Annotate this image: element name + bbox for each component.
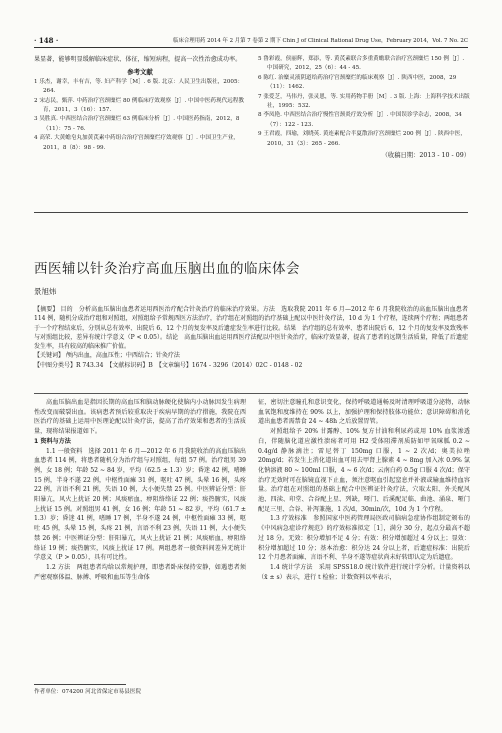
keywords: 【关键词】 颅内出血，高血压性；中西结合；针灸疗法: [34, 352, 180, 360]
section-heading: 1 资料与方法: [34, 437, 71, 445]
reference-item: 1 乐杰，谢幸，丰有吉，等. 妇产科学［M］. 6 版. 北京：人民卫生出版社，2005：264.: [34, 78, 244, 95]
article-title: 西医辅以针灸治疗高血压脑出血的临床体会: [34, 261, 300, 277]
journal-running-head: 临床合理用药 2014 年 2 月第 7 卷第 2 期下 Chin J of Clinical Rational Drug Use，February 2014，Vol. 7 No. 2C: [173, 38, 468, 44]
article-left-column: [34, 398, 246, 582]
reference-item: 6 陈红. 治糜灵液阴道给药治疗宫颈糜烂的临床观察［J］. 陕西中医，2008，29（11）：1462.: [258, 74, 457, 91]
reference-item: 2 宋志民，甄萍. 中药治疗宫颈糜烂 80 例临床疗效观察［J］. 中国中医药现代远程教育，2011，3（16）：157.: [34, 97, 244, 113]
article-separator: [34, 212, 468, 213]
reference-item: 3 吴胜真. 中西医结合治疗宫颈糜烂 63 例临床分析［J］. 中国医药指南，2012，8（11）：75 - 76.: [34, 116, 240, 132]
received-date: （收稿日期：2013 - 10 - 09）: [381, 152, 470, 160]
general-data-paragraph: 1.1 一般资料 选择 2011 年 6 月—2012 年 6 月我院收治的高血压脑出血患者 114 例，将患者随机分为治疗组与对照组，每组 57 例。治疗组男 39 例，女 18 例；年龄 52 ~ 84 岁，平均（62.5 ± 1.3）岁；昏迷 42 例，嗜睡 15 例，半身不遂 22 例，中枢性面瘫 31 例，呕吐 47 例，头晕 16 例，头疼 22 例，言语不利 21 例，失语 10 例，大小便失禁 25 例。中医辨证分型：肝阳暴亢，风火上扰证 20 例；风痰瘀血，痹阻络络证 22 例；痰热腑实，风痰上扰证 15 例。对照组男 41 例，女 16 例；年龄 51 ~ 82 岁，平均（61.7 ± 1.3）岁；昏迷 41 例，嗜睡 17 例，半身不遂 24 例，中枢性面瘫 33 例，呕吐 45 例，头晕 15 例，头疼 21 例，言语不利 23 例，失语 11 例，大小便失禁 26 例；中医辨证分型：肝阳暴亢，风火上扰证 21 例；风痰瘀血，痹阻络络证 19 例；痰热腑实，风痰上扰证 17 例。两组患者一般资料间差异无统计学意义（P > 0.05），具有可比性。: [34, 447, 246, 562]
abstract-separator: [34, 393, 468, 394]
abstract-block: [34, 305, 468, 370]
article-author: 景旭炜: [34, 287, 57, 296]
efficacy-criteria-paragraph: 1.3 疗效标准 参照国家中医药管理局医政司脑病急症协作组制定颁布的《中风病急症诊疗规范》的疗效标准拟定［1］，满分 30 分，起点分最高不超过 18 分。无效：积分增加不足 4 分；有效：积分增加超过 4 分以上；显效：积分增加超过 10 分；基本治愈：积分达 24 分以上者，后遗症标准：出院后 12 个月患者面瘫、言语不利、半身不遂等症状尚未好转即认定为后遗症。: [258, 515, 470, 562]
prev-article-left-column: [34, 55, 246, 153]
abstract: 【摘要】 目的 分析高血压脑出血患者运用西医治疗配合针灸治疗的临床治疗效果。方法 选取我院 2011 年 6 月—2012 年 6 月我院收治的高血压脑出血患者 114 例，随机分成治疗组和对照组，对照组给予常规西医方法治疗，治疗组在对照组的治疗基础上配以中医针灸疗法，10 d 为 1 个疗程，连续两个疗程；两组患者于一个疗程结束后，分别从总有效率、出院后 6、12 个月的复发率及后遗症发生率进行比较。结果 治疗组的总有效率、患者出院后 6、12 个月的复发率及致残率与对照组比较，差异有统计学意义（P < 0.05）。结论 高血压脑出血运用西医疗法配以中医针灸治疗，临床疗效显著，提高了患者的远期生活质量，降低了后遗症发生率，具有较高的临床推广价值。: [34, 306, 468, 351]
statistics-paragraph: 1.4 统计学方法 采用 SPSS18.0 统计软件进行统计学分析。计量资料以（x̄ ± s）表示，进行 t 检验；计数资料以率表示，: [258, 563, 470, 581]
page-number: · 148 ·: [34, 36, 59, 45]
prev-article-conclusion: 果显著，能够明显缓解临床症状、体征，缩短病程，提高一次性治愈成功率。: [34, 56, 242, 63]
prev-article-right-column: [258, 55, 470, 159]
header-rule: [34, 47, 468, 48]
reference-item: 5 鲁彩霞，侯丽辉，郑添，等. 黄芪素联合多重黄蟾联合治疗宫颈糜烂 150 例［J］. 中国研究，2012，25（6）：44 - 45.: [258, 56, 465, 72]
author-affiliation: 作者单位：074200 河北省保定市易县医院: [34, 689, 142, 695]
treatment-paragraph: 对照组给予 20% 甘露醇、10% 复方甘油和利尿药或用 10% 血浆渗透白，伴随脑化道应激性溃疡者可用 H2 受体阻滞剂质防如甲氧咪胍 0.2 ~ 0.4g/d 静脉滴注；雷尼替丁 150mg 口服，1 ~ 2 次/d；奥美拉唑 20mg/d；若发生上消化道出血可用去甲肾上腺素 4 ~ 8mg 加入冰 0.9% 氯化钠溶液 80 ~ 100ml 口服，4 ~ 6 次/d；云南白药 0.5g 口服 4 次/d；保守治疗无效时可在脑镜直视下止血，须注意呕血引起窒息并补液或输血维持血容量。治疗组在对照组的基础上配合中医辨证针灸疗法，穴取太阳、外关配风池、四渎、印堂、合谷配上星、列缺，哑门、后溪配足临、曲池、涌泉、哑门配足三里、合谷、补泻兼施，1 次/d，30min/次，10d 为 1 个疗程。: [258, 428, 470, 513]
method-paragraph: 1.2 方法 两组患者均给以常规护理，即患者卧床保持安静，如遇患者须严密观察体温、脉搏、呼吸和血压等生命体: [34, 563, 246, 581]
article-right-column: [258, 398, 470, 582]
references-heading: 参考文献: [127, 67, 153, 76]
reference-item: 9 王君霞，四瑜，刘晓英. 黄连素配合半夏散治疗宫颈糜烂 200 例［J］. 陕西中医，2010，31（3）：265 - 266.: [258, 131, 466, 147]
reference-item: 7 张爱芝，马伟丹，张灵恩，等. 实用药物手册［M］. 3 版. 上海：上海科学技术出版社，1995：532.: [258, 93, 470, 110]
intro-paragraph: 高血压脑出血是指因长期的高血压和脑动脉硬化使脑内小动脉因发生病理性改变而破裂出血。该病患者预后较重取决于疾病早期的治疗措施，我院在西医治疗的基础上运用中医理论配以针灸疗法，提高了治疗效果和患者的生活质量，现将结果报道如下。: [34, 399, 246, 436]
classification: 【中图分类号】R 743.34 【文献标识码】B 【文章编号】1674 - 3296（2014）02C - 0148 - 02: [34, 361, 303, 369]
reference-item: 8 李凤艳. 中西医结合治疗慢性宫颈炎疗效分析［J］. 中国误诊学杂志，2008，34（7）：122 - 123.: [258, 112, 462, 128]
reference-item: 4 高荣. 大黄蟾皂丸加黄芪素中药组合治疗宫颈糜烂疗效观察［J］. 中国卫生产业，2011，8（8）：98 - 99.: [34, 135, 239, 151]
body-paragraph: 征，密切注意瞳孔和意识变化，保持呼吸道通畅及时清理呼吸道分泌物，动脉血氧饱和度维持在 90% 以上，加强护理和保持肢体功能位；意识障碍和消化道出血患者需禁食 24 ~ 48h 之后放置胃管。: [258, 399, 470, 426]
footnote-rule: [34, 684, 126, 685]
